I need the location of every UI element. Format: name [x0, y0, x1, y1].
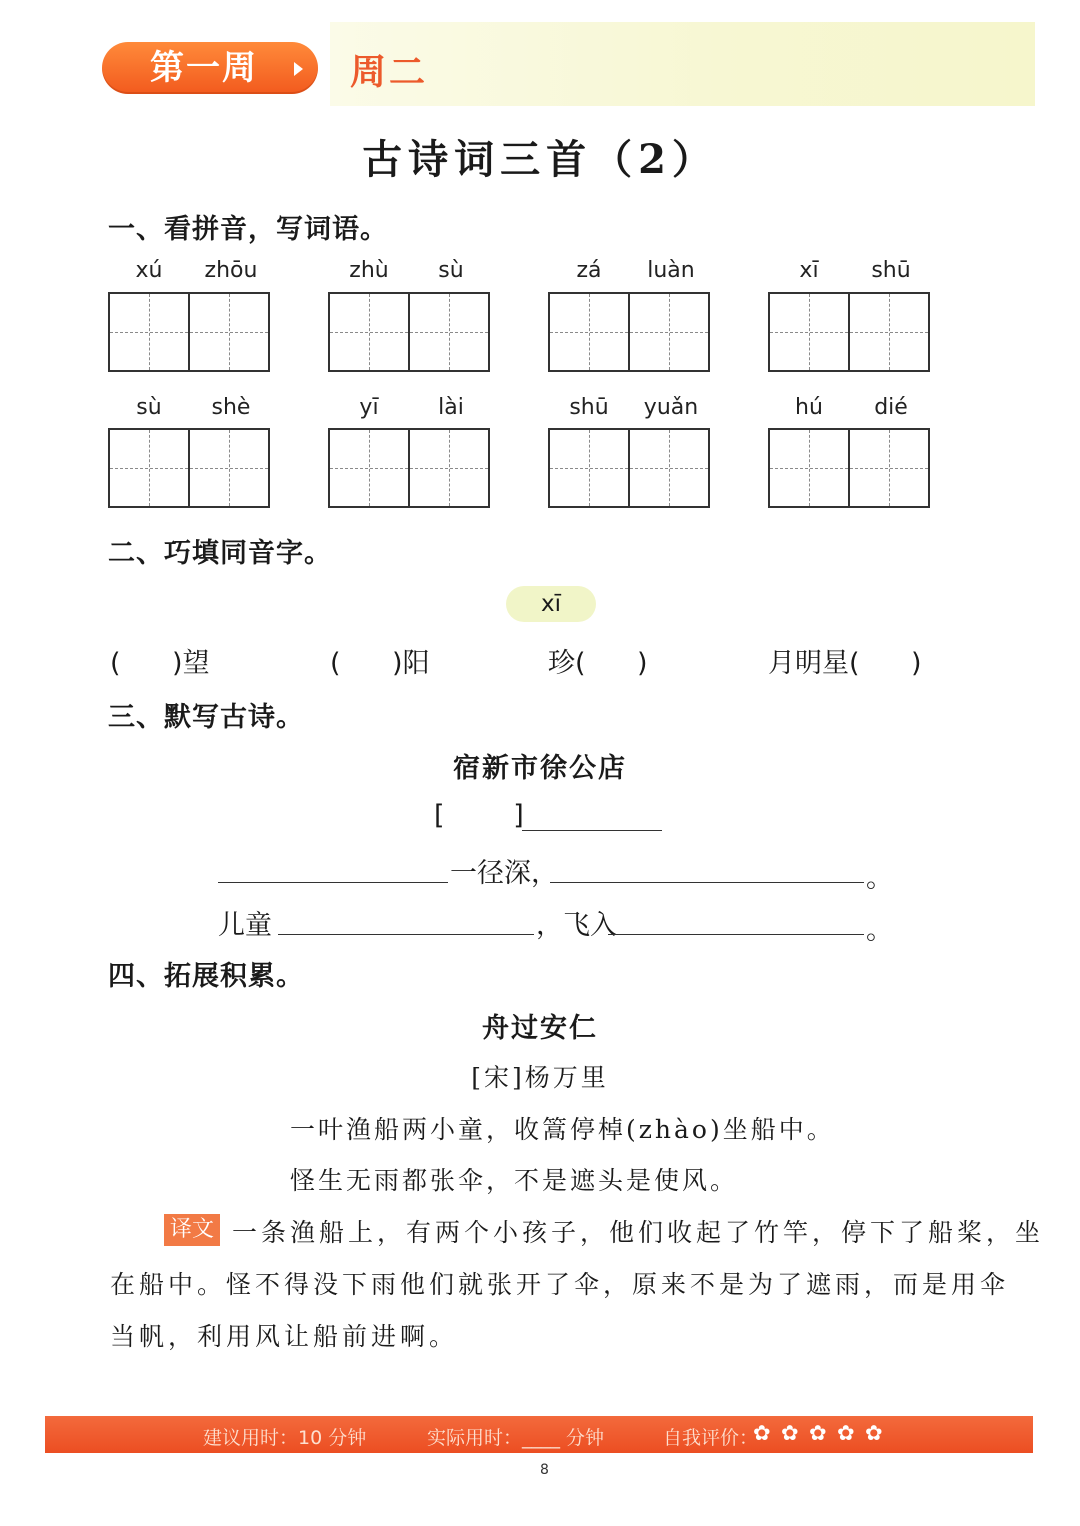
page-number: 8 [540, 1462, 549, 1478]
pinyin-label: hú [795, 395, 823, 420]
pinyin-label: xī [799, 258, 819, 283]
pinyin-label: lài [438, 395, 464, 420]
homophone-blank-2[interactable]: ( )阳 [330, 648, 430, 679]
writing-cell[interactable] [330, 430, 408, 506]
section-3-title: 三、默写古诗。 [108, 702, 304, 733]
writing-cell[interactable] [110, 430, 188, 506]
header-band [330, 22, 1035, 106]
tianzi-grid [768, 292, 930, 372]
poem-line1-text: 一径深， [450, 858, 558, 889]
poem-blank-3[interactable] [278, 934, 534, 935]
translation-line-1: 一条渔船上，有两个小孩子，他们收起了竹竿，停下了船桨，坐 [232, 1218, 1045, 1247]
poem-line2-mid: ，飞入 [536, 910, 617, 941]
flower-star-icon[interactable]: ✿ [753, 1421, 771, 1445]
flower-star-icon[interactable]: ✿ [781, 1421, 799, 1445]
writing-cell[interactable] [628, 294, 708, 370]
writing-cell[interactable] [110, 294, 188, 370]
tianzi-grid [548, 428, 710, 508]
poem-blank-2[interactable] [550, 882, 864, 883]
footer-bar [45, 1416, 1033, 1453]
pinyin-label: dié [874, 395, 908, 420]
poem-line-2: 怪生无雨都张伞，不是遮头是使风。 [290, 1166, 739, 1195]
writing-cell[interactable] [848, 430, 928, 506]
pinyin-label: yuǎn [643, 395, 699, 420]
dynasty-author-bracket[interactable]: [ ] [434, 800, 524, 831]
writing-cell[interactable] [550, 294, 628, 370]
homophone-blank-1[interactable]: ( )望 [110, 648, 210, 679]
tianzi-grid [768, 428, 930, 508]
homophone-blank-4[interactable]: 月明星( ) [768, 648, 922, 679]
poem-title-su-xin-shi: 宿新市徐公店 [453, 753, 627, 784]
writing-cell[interactable] [188, 430, 268, 506]
author-blank[interactable] [522, 830, 662, 831]
tianzi-grid [328, 428, 490, 508]
day-label: 周二 [350, 52, 429, 93]
tianzi-grid [108, 428, 270, 508]
pinyin-label: sù [438, 258, 464, 283]
translation-line-2: 在船中。怪不得没下雨他们就张开了伞，原来不是为了遮雨，而是用伞 [110, 1270, 1010, 1299]
translation-line-3: 当帆，利用风让船前进啊。 [110, 1322, 459, 1351]
section-4-title: 四、拓展积累。 [108, 961, 304, 992]
actual-time[interactable]: 实际用时：____ 分钟 [427, 1427, 605, 1449]
tianzi-grid [328, 292, 490, 372]
suggested-time: 建议用时：10 分钟 [203, 1427, 367, 1449]
pinyin-label: xú [135, 258, 163, 283]
pinyin-label: zhōu [204, 258, 258, 283]
page-title: 古诗词三首（2） [362, 136, 718, 183]
tianzi-grid [108, 292, 270, 372]
period-1: 。 [866, 863, 893, 894]
writing-cell[interactable] [848, 294, 928, 370]
pinyin-label: shū [569, 395, 609, 420]
writing-cell[interactable] [408, 430, 488, 506]
writing-cell[interactable] [770, 430, 848, 506]
flower-star-icon[interactable]: ✿ [837, 1421, 855, 1445]
pinyin-hint-badge: xī [506, 586, 596, 622]
poem-blank-1[interactable] [218, 882, 448, 883]
flower-star-icon[interactable]: ✿ [865, 1421, 883, 1445]
pinyin-label: sù [136, 395, 162, 420]
poem-title-zhou-guo-an-ren: 舟过安仁 [482, 1013, 598, 1044]
pinyin-label: shè [211, 395, 251, 420]
pinyin-label: zhù [349, 258, 389, 283]
writing-cell[interactable] [330, 294, 408, 370]
homophone-blank-3[interactable]: 珍( ) [548, 648, 648, 679]
period-2: 。 [866, 915, 893, 946]
translation-tag: 译文 [164, 1214, 220, 1246]
writing-cell[interactable] [550, 430, 628, 506]
poem-author: [宋]杨万里 [471, 1063, 609, 1092]
poem-line2-start: 儿童 [218, 910, 272, 941]
section-2-title: 二、巧填同音字。 [108, 538, 332, 569]
poem-line-1: 一叶渔船两小童，收篙停棹(zhào)坐船中。 [290, 1115, 835, 1144]
tianzi-grid [548, 292, 710, 372]
flower-star-icon[interactable]: ✿ [809, 1421, 827, 1445]
poem-blank-4[interactable] [608, 934, 864, 935]
section-1-title: 一、看拼音，写词语。 [108, 214, 388, 245]
pinyin-label: luàn [647, 258, 695, 283]
pinyin-label: shū [871, 258, 911, 283]
triangle-right-icon [294, 62, 303, 76]
self-rating-label: 自我评价： [663, 1427, 759, 1449]
pinyin-label: yī [359, 395, 379, 420]
writing-cell[interactable] [770, 294, 848, 370]
week-badge: 第一周 [102, 42, 318, 94]
writing-cell[interactable] [408, 294, 488, 370]
writing-cell[interactable] [188, 294, 268, 370]
pinyin-label: zá [576, 258, 602, 283]
writing-cell[interactable] [628, 430, 708, 506]
